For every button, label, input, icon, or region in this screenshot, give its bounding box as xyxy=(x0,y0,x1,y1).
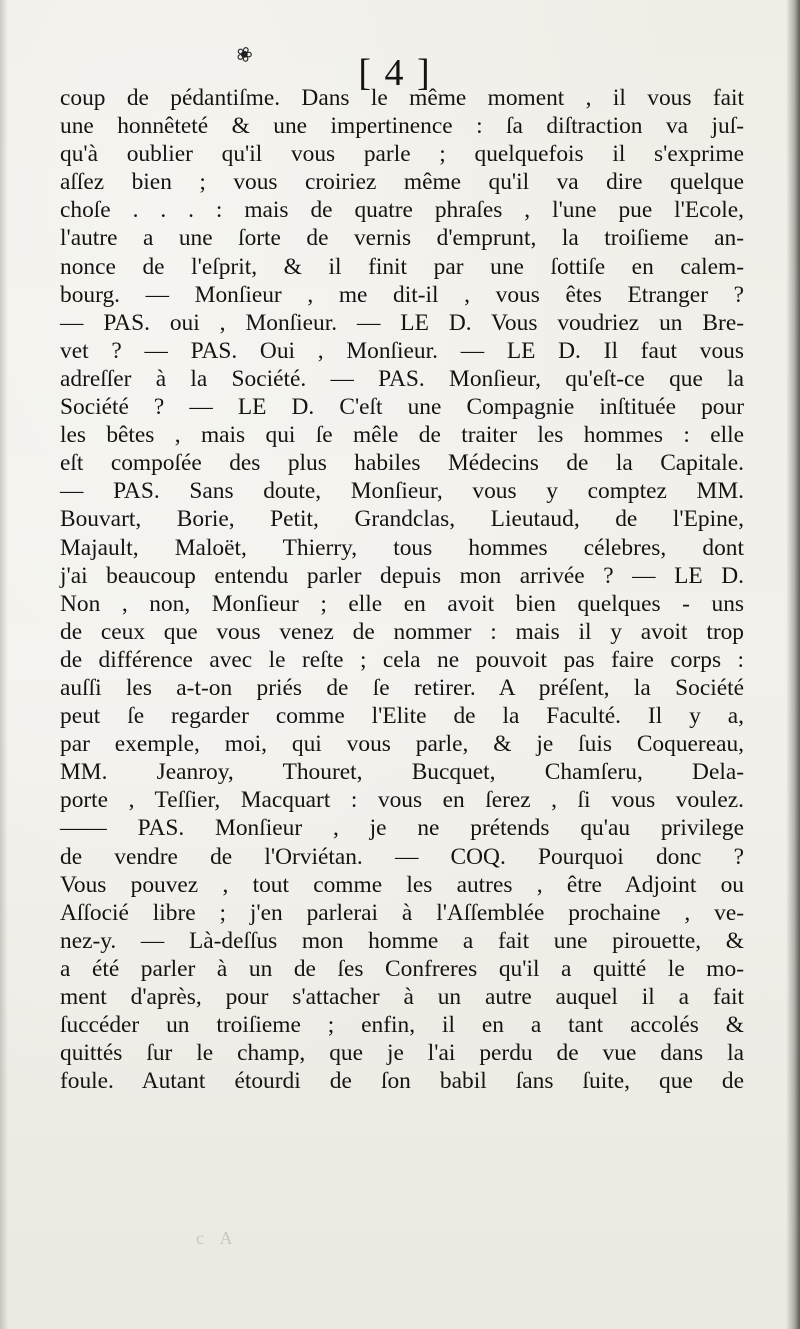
text-line: de différence avec le reſte ; cela ne pouvoit pas faire corps : xyxy=(60,646,744,673)
text-line: — PAS. Sans doute, Monſieur, vous y comptez MM. xyxy=(60,478,744,505)
text-line: — PAS. oui , Monſieur. — LE D. Vous voudriez un Bre- xyxy=(60,309,744,336)
text-line: l'autre a une ſorte de vernis d'emprunt, la troiſieme an- xyxy=(60,225,744,252)
text-line: Vous pouvez , tout comme les autres , être Adjoint ou xyxy=(60,871,744,898)
text-line: une honnêteté & une impertinence : ſa diſtraction va juſ- xyxy=(60,113,744,140)
text-line: Majault, Maloët, Thierry, tous hommes célebres, dont xyxy=(60,534,744,561)
text-line: peut ſe regarder comme l'Elite de la Faculté. Il y a, xyxy=(60,703,744,730)
text-line: MM. Jeanroy, Thouret, Bucquet, Chamſeru, Dela- xyxy=(60,759,744,786)
text-line: coup de pédantiſme. Dans le même moment , il vous fait xyxy=(60,85,744,111)
text-line: porte , Teſſier, Macquart : vous en ſerez , ſi vous voulez. xyxy=(60,787,744,814)
text-line: j'ai beaucoup entendu parler depuis mon arrivée ? — LE D. xyxy=(60,562,744,589)
text-line: —— PAS. Monſieur , je ne prétends qu'au privilege xyxy=(60,815,744,842)
text-line: ſuccéder un troiſieme ; enfin, il en a tant accolés & xyxy=(60,1012,744,1039)
text-line: vet ? — PAS. Oui , Monſieur. — LE D. Il faut vous xyxy=(60,337,744,364)
text-line: aſſez bien ; vous croiriez même qu'il va dire quelque xyxy=(60,169,744,196)
text-line: a été parler à un de ſes Confreres qu'il a quitté le mo- xyxy=(60,955,744,982)
signature-mark: c A xyxy=(196,1228,239,1248)
text-line: par exemple, moi, qui vous parle, & je ſuis Coquereau, xyxy=(60,731,744,758)
text-line: les bêtes , mais qui ſe mêle de traiter les hommes : elle xyxy=(60,422,744,449)
text-line: quittés ſur le champ, que je l'ai perdu de vue dans la xyxy=(60,1040,744,1067)
text-line: de vendre de l'Orviétan. — COQ. Pourquoi donc ? xyxy=(60,843,744,870)
text-line: Société ? — LE D. C'eſt une Compagnie inſtituée pour xyxy=(60,394,744,421)
page-left-shadow xyxy=(0,0,8,1329)
page-number: [ 4 ] xyxy=(358,52,432,94)
text-line: foule. Autant étourdi de ſon babil ſans ſuite, que de xyxy=(60,1068,744,1095)
text-line: Non , non, Monſieur ; elle en avoit bien quelques - uns xyxy=(60,590,744,617)
text-line: nonce de l'eſprit, & il finit par une ſottiſe en calem- xyxy=(60,253,744,280)
text-line: choſe . . . : mais de quatre phraſes , l'une pue l'Ecole, xyxy=(60,197,744,224)
text-line: adreſſer à la Société. — PAS. Monſieur, qu'eſt-ce que la xyxy=(60,365,744,392)
printer-ornament-icon: ❀ xyxy=(232,39,257,69)
text-line: Bouvart, Borie, Petit, Grandclas, Lieutaud, de l'Epine, xyxy=(60,506,744,533)
text-line: ment d'après, pour s'attacher à un autre auquel il a fait xyxy=(60,984,744,1010)
text-line: de ceux que vous venez de nommer : mais il y avoit trop xyxy=(60,618,744,645)
text-line: eſt compoſée des plus habiles Médecins de la Capitale. xyxy=(60,450,744,477)
text-line: bourg. — Monſieur , me dit-il , vous êtes Etranger ? xyxy=(60,281,744,308)
text-line: auſſi les a-t-on priés de ſe retirer. A préſent, la Société xyxy=(60,674,744,701)
text-line: nez-y. — Là-deſſus mon homme a fait une pirouette, & xyxy=(60,927,744,954)
text-line: qu'à oublier qu'il vous parle ; quelquefois il s'exprime xyxy=(60,141,744,168)
body-text xyxy=(60,84,744,1095)
page-right-shadow xyxy=(786,0,800,1329)
text-line: Aſſocié libre ; j'en parlerai à l'Aſſemblée prochaine , ve- xyxy=(60,899,744,926)
